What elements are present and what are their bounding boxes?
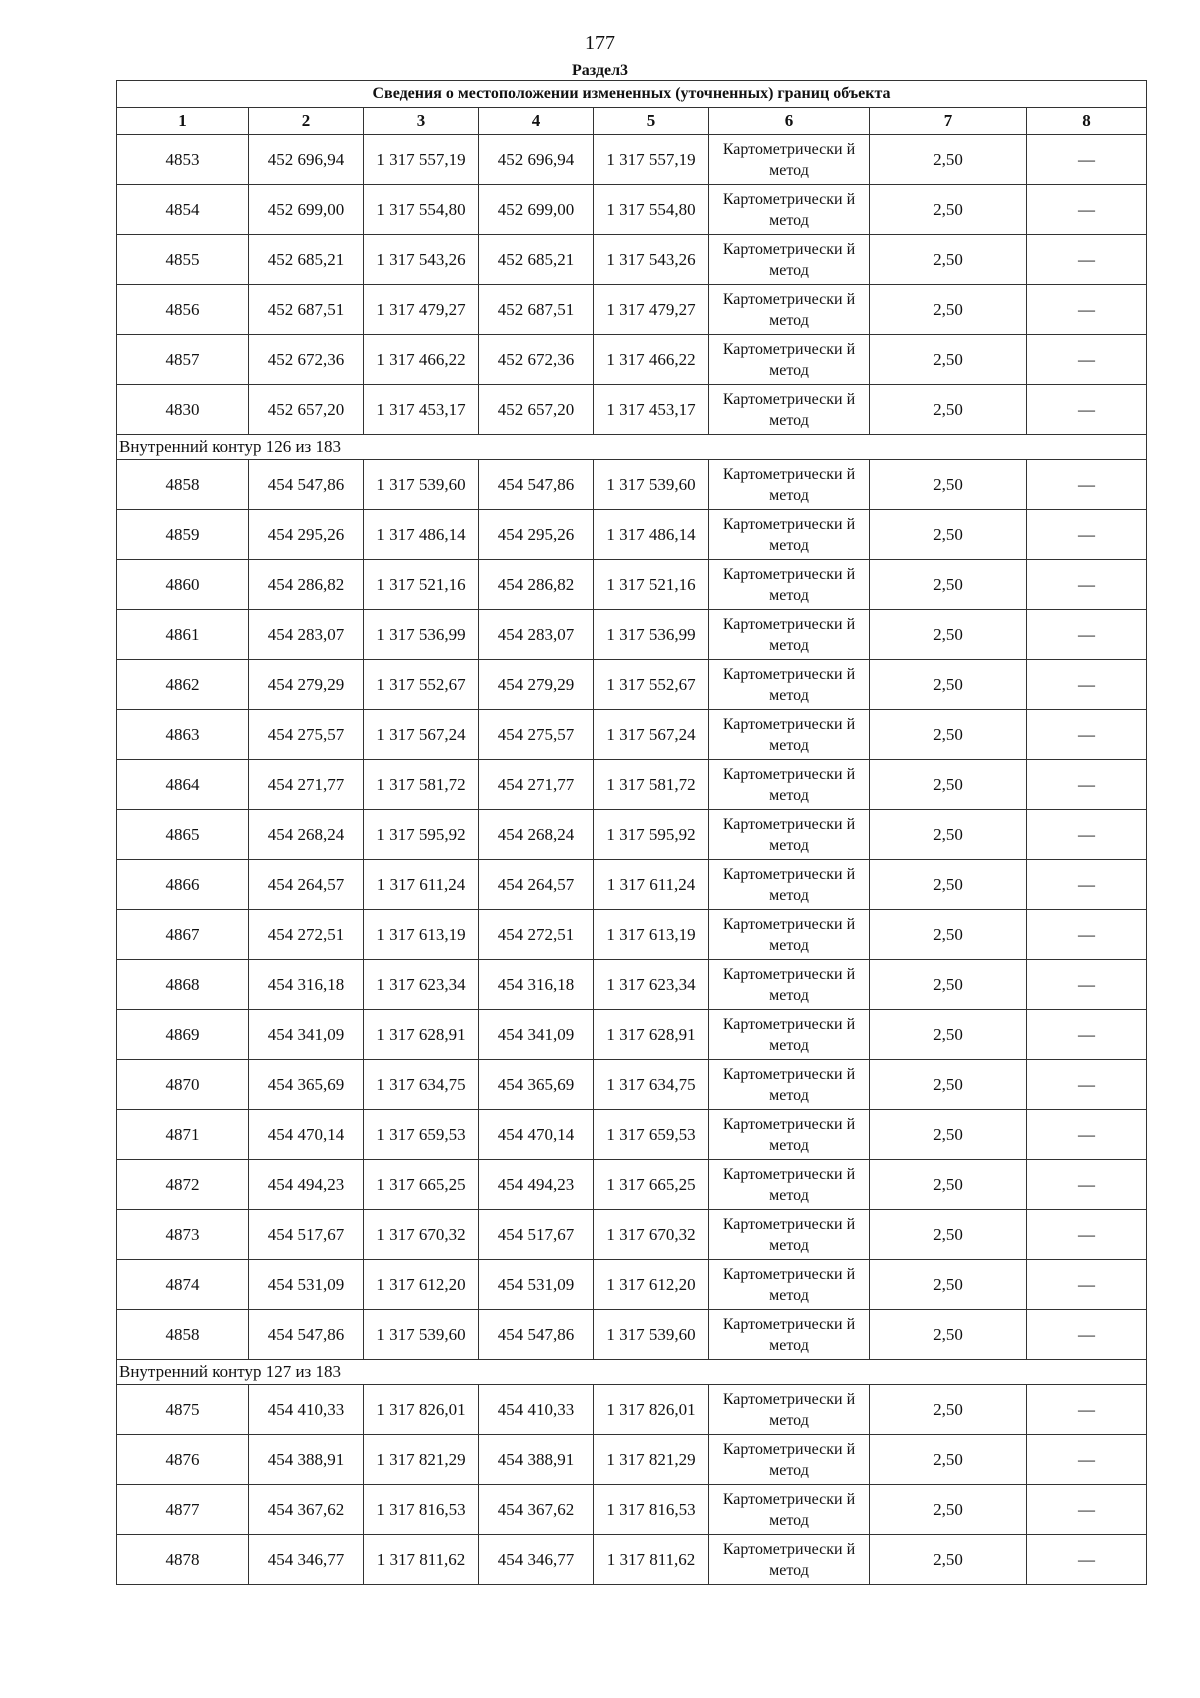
coordinate-cell: 1 317 536,99 xyxy=(364,610,479,660)
empty-dash-cell: — xyxy=(1027,810,1147,860)
coordinate-cell: 454 365,69 xyxy=(249,1060,364,1110)
coordinate-cell: 452 696,94 xyxy=(249,135,364,185)
page-number: 177 xyxy=(585,32,615,54)
point-number-cell: 4877 xyxy=(117,1485,249,1535)
coordinate-cell: 454 286,82 xyxy=(249,560,364,610)
empty-dash-cell: — xyxy=(1027,760,1147,810)
coordinate-cell: 454 388,91 xyxy=(479,1435,594,1485)
coordinate-cell: 1 317 623,34 xyxy=(364,960,479,1010)
coordinate-cell: 1 317 665,25 xyxy=(364,1160,479,1210)
coordinate-cell: 454 316,18 xyxy=(249,960,364,1010)
empty-dash-cell: — xyxy=(1027,1385,1147,1435)
empty-dash-cell: — xyxy=(1027,1210,1147,1260)
method-cell: Картометрически й метод xyxy=(709,235,870,285)
coordinate-cell: 454 271,77 xyxy=(479,760,594,810)
method-cell: Картометрически й метод xyxy=(709,385,870,435)
coordinate-cell: 1 317 613,19 xyxy=(364,910,479,960)
coordinate-cell: 452 699,00 xyxy=(479,185,594,235)
point-number-cell: 4856 xyxy=(117,285,249,335)
table-row xyxy=(117,1435,1147,1485)
coordinate-cell: 1 317 486,14 xyxy=(364,510,479,560)
coordinate-cell: 1 317 628,91 xyxy=(364,1010,479,1060)
coordinate-cell: 1 317 634,75 xyxy=(594,1060,709,1110)
point-number-cell: 4830 xyxy=(117,385,249,435)
coordinate-cell: 454 264,57 xyxy=(479,860,594,910)
coordinate-cell: 1 317 811,62 xyxy=(364,1535,479,1585)
coordinate-cell: 1 317 567,24 xyxy=(594,710,709,760)
coordinate-cell: 454 279,29 xyxy=(479,660,594,710)
point-number-cell: 4866 xyxy=(117,860,249,910)
method-cell: Картометрически й метод xyxy=(709,1160,870,1210)
point-number-cell: 4861 xyxy=(117,610,249,660)
table-row xyxy=(117,910,1147,960)
coordinate-cell: 1 317 581,72 xyxy=(594,760,709,810)
coordinate-cell: 454 388,91 xyxy=(249,1435,364,1485)
coordinate-cell: 452 657,20 xyxy=(479,385,594,435)
coordinate-cell: 1 317 665,25 xyxy=(594,1160,709,1210)
coordinate-cell: 1 317 479,27 xyxy=(594,285,709,335)
coordinate-cell: 454 264,57 xyxy=(249,860,364,910)
empty-dash-cell: — xyxy=(1027,335,1147,385)
coordinate-cell: 1 317 634,75 xyxy=(364,1060,479,1110)
table-row xyxy=(117,185,1147,235)
accuracy-cell: 2,50 xyxy=(870,1210,1027,1260)
coordinate-cell: 454 341,09 xyxy=(249,1010,364,1060)
table-row xyxy=(117,760,1147,810)
point-number-cell: 4872 xyxy=(117,1160,249,1210)
point-number-cell: 4862 xyxy=(117,660,249,710)
table-row xyxy=(117,1160,1147,1210)
table-row xyxy=(117,810,1147,860)
accuracy-cell: 2,50 xyxy=(870,135,1027,185)
method-cell: Картометрически й метод xyxy=(709,560,870,610)
table-row xyxy=(117,1385,1147,1435)
table-row xyxy=(117,1260,1147,1310)
coordinate-cell: 452 685,21 xyxy=(249,235,364,285)
coordinate-cell: 454 275,57 xyxy=(249,710,364,760)
method-cell: Картометрически й метод xyxy=(709,1110,870,1160)
coordinate-cell: 454 531,09 xyxy=(249,1260,364,1310)
coordinate-cell: 1 317 628,91 xyxy=(594,1010,709,1060)
column-number: 4 xyxy=(479,108,594,135)
section-title: Раздел3 xyxy=(571,62,629,79)
method-cell: Картометрически й метод xyxy=(709,810,870,860)
column-number: 5 xyxy=(594,108,709,135)
coordinate-cell: 1 317 659,53 xyxy=(594,1110,709,1160)
table-row xyxy=(117,385,1147,435)
empty-dash-cell: — xyxy=(1027,1260,1147,1310)
coordinate-cell: 454 295,26 xyxy=(249,510,364,560)
coordinate-cell: 454 531,09 xyxy=(479,1260,594,1310)
coordinate-cell: 1 317 581,72 xyxy=(364,760,479,810)
table-row xyxy=(117,1210,1147,1260)
method-cell: Картометрически й метод xyxy=(709,1060,870,1110)
accuracy-cell: 2,50 xyxy=(870,560,1027,610)
empty-dash-cell: — xyxy=(1027,660,1147,710)
table-row xyxy=(117,1310,1147,1360)
accuracy-cell: 2,50 xyxy=(870,460,1027,510)
table-row xyxy=(117,960,1147,1010)
coordinate-cell: 454 346,77 xyxy=(249,1535,364,1585)
table-row xyxy=(117,235,1147,285)
coordinate-cell: 454 365,69 xyxy=(479,1060,594,1110)
coordinate-cell: 454 279,29 xyxy=(249,660,364,710)
table-row xyxy=(117,1010,1147,1060)
coordinate-cell: 454 494,23 xyxy=(479,1160,594,1210)
table-row xyxy=(117,860,1147,910)
column-number: 1 xyxy=(117,108,249,135)
table-body xyxy=(117,135,1147,1585)
method-cell: Картометрически й метод xyxy=(709,860,870,910)
table-caption: Сведения о местоположении измененных (уточненных) границ объекта xyxy=(117,81,1147,108)
coordinate-cell: 454 547,86 xyxy=(249,1310,364,1360)
accuracy-cell: 2,50 xyxy=(870,1010,1027,1060)
method-cell: Картометрически й метод xyxy=(709,1310,870,1360)
point-number-cell: 4858 xyxy=(117,460,249,510)
column-number: 6 xyxy=(709,108,870,135)
empty-dash-cell: — xyxy=(1027,1010,1147,1060)
table-row xyxy=(117,1535,1147,1585)
accuracy-cell: 2,50 xyxy=(870,1485,1027,1535)
empty-dash-cell: — xyxy=(1027,510,1147,560)
method-cell: Картометрически й метод xyxy=(709,960,870,1010)
coordinate-cell: 454 410,33 xyxy=(479,1385,594,1435)
coordinate-cell: 1 317 536,99 xyxy=(594,610,709,660)
point-number-cell: 4859 xyxy=(117,510,249,560)
method-cell: Картометрически й метод xyxy=(709,1535,870,1585)
method-cell: Картометрически й метод xyxy=(709,460,870,510)
table-row xyxy=(117,1485,1147,1535)
coordinate-cell: 1 317 595,92 xyxy=(594,810,709,860)
coordinate-cell: 454 341,09 xyxy=(479,1010,594,1060)
coordinate-cell: 1 317 611,24 xyxy=(364,860,479,910)
method-cell: Картометрически й метод xyxy=(709,285,870,335)
coordinate-cell: 452 687,51 xyxy=(479,285,594,335)
point-number-cell: 4878 xyxy=(117,1535,249,1585)
accuracy-cell: 2,50 xyxy=(870,335,1027,385)
contour-label: Внутренний контур 127 из 183 xyxy=(117,1360,1147,1385)
coordinate-cell: 1 317 659,53 xyxy=(364,1110,479,1160)
coordinate-cell: 1 317 623,34 xyxy=(594,960,709,1010)
accuracy-cell: 2,50 xyxy=(870,510,1027,560)
empty-dash-cell: — xyxy=(1027,1535,1147,1585)
coordinate-cell: 452 672,36 xyxy=(249,335,364,385)
empty-dash-cell: — xyxy=(1027,960,1147,1010)
coordinate-cell: 1 317 816,53 xyxy=(594,1485,709,1535)
table-row xyxy=(117,510,1147,560)
coordinate-cell: 1 317 543,26 xyxy=(594,235,709,285)
method-cell: Картометрически й метод xyxy=(709,610,870,660)
method-cell: Картометрически й метод xyxy=(709,760,870,810)
empty-dash-cell: — xyxy=(1027,560,1147,610)
contour-label: Внутренний контур 126 из 183 xyxy=(117,435,1147,460)
coordinate-cell: 454 346,77 xyxy=(479,1535,594,1585)
coordinate-cell: 452 657,20 xyxy=(249,385,364,435)
coordinate-cell: 454 272,51 xyxy=(479,910,594,960)
coordinate-cell: 1 317 611,24 xyxy=(594,860,709,910)
coordinate-cell: 1 317 567,24 xyxy=(364,710,479,760)
point-number-cell: 4854 xyxy=(117,185,249,235)
method-cell: Картометрически й метод xyxy=(709,135,870,185)
coordinate-cell: 452 685,21 xyxy=(479,235,594,285)
coordinate-cell: 454 547,86 xyxy=(479,1310,594,1360)
coordinate-cell: 1 317 539,60 xyxy=(594,460,709,510)
coordinate-cell: 1 317 543,26 xyxy=(364,235,479,285)
point-number-cell: 4857 xyxy=(117,335,249,385)
coordinate-cell: 1 317 539,60 xyxy=(364,1310,479,1360)
coordinate-cell: 454 367,62 xyxy=(249,1485,364,1535)
point-number-cell: 4865 xyxy=(117,810,249,860)
coordinate-cell: 1 317 670,32 xyxy=(594,1210,709,1260)
empty-dash-cell: — xyxy=(1027,385,1147,435)
coordinate-cell: 454 367,62 xyxy=(479,1485,594,1535)
point-number-cell: 4874 xyxy=(117,1260,249,1310)
coordinate-cell: 1 317 554,80 xyxy=(364,185,479,235)
coordinate-cell: 454 271,77 xyxy=(249,760,364,810)
point-number-cell: 4853 xyxy=(117,135,249,185)
empty-dash-cell: — xyxy=(1027,135,1147,185)
coordinate-cell: 1 317 816,53 xyxy=(364,1485,479,1535)
accuracy-cell: 2,50 xyxy=(870,860,1027,910)
table-row xyxy=(117,285,1147,335)
coordinate-cell: 1 317 453,17 xyxy=(364,385,479,435)
point-number-cell: 4858 xyxy=(117,1310,249,1360)
method-cell: Картометрически й метод xyxy=(709,910,870,960)
empty-dash-cell: — xyxy=(1027,710,1147,760)
coordinate-cell: 1 317 486,14 xyxy=(594,510,709,560)
empty-dash-cell: — xyxy=(1027,1160,1147,1210)
coordinate-cell: 1 317 670,32 xyxy=(364,1210,479,1260)
point-number-cell: 4868 xyxy=(117,960,249,1010)
accuracy-cell: 2,50 xyxy=(870,1110,1027,1160)
point-number-cell: 4867 xyxy=(117,910,249,960)
coordinate-cell: 1 317 613,19 xyxy=(594,910,709,960)
column-number-row xyxy=(117,108,1147,135)
empty-dash-cell: — xyxy=(1027,860,1147,910)
method-cell: Картометрически й метод xyxy=(709,710,870,760)
column-number: 3 xyxy=(364,108,479,135)
table-row xyxy=(117,560,1147,610)
coordinate-cell: 1 317 826,01 xyxy=(364,1385,479,1435)
coordinate-cell: 1 317 821,29 xyxy=(364,1435,479,1485)
method-cell: Картометрически й метод xyxy=(709,1485,870,1535)
accuracy-cell: 2,50 xyxy=(870,1535,1027,1585)
coordinate-cell: 454 283,07 xyxy=(249,610,364,660)
point-number-cell: 4855 xyxy=(117,235,249,285)
accuracy-cell: 2,50 xyxy=(870,760,1027,810)
coordinate-cell: 1 317 552,67 xyxy=(364,660,479,710)
point-number-cell: 4871 xyxy=(117,1110,249,1160)
empty-dash-cell: — xyxy=(1027,235,1147,285)
method-cell: Картометрически й метод xyxy=(709,1010,870,1060)
accuracy-cell: 2,50 xyxy=(870,235,1027,285)
method-cell: Картометрически й метод xyxy=(709,660,870,710)
accuracy-cell: 2,50 xyxy=(870,710,1027,760)
point-number-cell: 4870 xyxy=(117,1060,249,1110)
coordinate-cell: 1 317 554,80 xyxy=(594,185,709,235)
empty-dash-cell: — xyxy=(1027,910,1147,960)
method-cell: Картометрически й метод xyxy=(709,1435,870,1485)
accuracy-cell: 2,50 xyxy=(870,960,1027,1010)
coordinate-cell: 1 317 521,16 xyxy=(594,560,709,610)
point-number-cell: 4875 xyxy=(117,1385,249,1435)
coordinate-cell: 1 317 466,22 xyxy=(594,335,709,385)
coordinate-cell: 452 687,51 xyxy=(249,285,364,335)
coordinate-cell: 454 272,51 xyxy=(249,910,364,960)
coordinate-cell: 1 317 539,60 xyxy=(364,460,479,510)
coordinate-cell: 452 672,36 xyxy=(479,335,594,385)
contour-heading-row xyxy=(117,1360,1147,1385)
point-number-cell: 4863 xyxy=(117,710,249,760)
table-row xyxy=(117,1110,1147,1160)
coordinate-cell: 1 317 557,19 xyxy=(594,135,709,185)
coordinate-cell: 1 317 539,60 xyxy=(594,1310,709,1360)
accuracy-cell: 2,50 xyxy=(870,385,1027,435)
coordinate-cell: 1 317 453,17 xyxy=(594,385,709,435)
method-cell: Картометрически й метод xyxy=(709,1210,870,1260)
point-number-cell: 4860 xyxy=(117,560,249,610)
accuracy-cell: 2,50 xyxy=(870,1385,1027,1435)
table-row xyxy=(117,335,1147,385)
coordinate-cell: 454 283,07 xyxy=(479,610,594,660)
coordinate-cell: 1 317 479,27 xyxy=(364,285,479,335)
coordinate-cell: 454 517,67 xyxy=(249,1210,364,1260)
empty-dash-cell: — xyxy=(1027,1110,1147,1160)
point-number-cell: 4869 xyxy=(117,1010,249,1060)
empty-dash-cell: — xyxy=(1027,1060,1147,1110)
table-row xyxy=(117,610,1147,660)
coordinate-cell: 1 317 811,62 xyxy=(594,1535,709,1585)
coordinate-cell: 1 317 466,22 xyxy=(364,335,479,385)
coordinate-cell: 1 317 595,92 xyxy=(364,810,479,860)
boundary-table xyxy=(116,80,1147,1585)
table-row xyxy=(117,460,1147,510)
coordinate-cell: 454 470,14 xyxy=(249,1110,364,1160)
accuracy-cell: 2,50 xyxy=(870,910,1027,960)
coordinate-cell: 452 696,94 xyxy=(479,135,594,185)
empty-dash-cell: — xyxy=(1027,285,1147,335)
coordinate-cell: 454 268,24 xyxy=(249,810,364,860)
coordinate-cell: 1 317 821,29 xyxy=(594,1435,709,1485)
table-row xyxy=(117,660,1147,710)
empty-dash-cell: — xyxy=(1027,610,1147,660)
point-number-cell: 4864 xyxy=(117,760,249,810)
coordinate-cell: 454 470,14 xyxy=(479,1110,594,1160)
method-cell: Картометрически й метод xyxy=(709,1260,870,1310)
coordinate-cell: 454 268,24 xyxy=(479,810,594,860)
coordinate-cell: 1 317 521,16 xyxy=(364,560,479,610)
method-cell: Картометрически й метод xyxy=(709,335,870,385)
coordinate-cell: 454 547,86 xyxy=(249,460,364,510)
coordinate-cell: 454 410,33 xyxy=(249,1385,364,1435)
contour-heading-row xyxy=(117,435,1147,460)
coordinate-cell: 454 275,57 xyxy=(479,710,594,760)
empty-dash-cell: — xyxy=(1027,185,1147,235)
coordinate-cell: 454 494,23 xyxy=(249,1160,364,1210)
coordinate-cell: 1 317 826,01 xyxy=(594,1385,709,1435)
accuracy-cell: 2,50 xyxy=(870,1435,1027,1485)
coordinate-cell: 454 295,26 xyxy=(479,510,594,560)
point-number-cell: 4876 xyxy=(117,1435,249,1485)
coordinate-cell: 452 699,00 xyxy=(249,185,364,235)
table-row xyxy=(117,710,1147,760)
accuracy-cell: 2,50 xyxy=(870,1060,1027,1110)
method-cell: Картометрически й метод xyxy=(709,1385,870,1435)
method-cell: Картометрически й метод xyxy=(709,185,870,235)
table-row xyxy=(117,135,1147,185)
accuracy-cell: 2,50 xyxy=(870,185,1027,235)
column-number: 8 xyxy=(1027,108,1147,135)
accuracy-cell: 2,50 xyxy=(870,285,1027,335)
empty-dash-cell: — xyxy=(1027,1310,1147,1360)
empty-dash-cell: — xyxy=(1027,1435,1147,1485)
accuracy-cell: 2,50 xyxy=(870,660,1027,710)
accuracy-cell: 2,50 xyxy=(870,810,1027,860)
method-cell: Картометрически й метод xyxy=(709,510,870,560)
coordinate-cell: 1 317 612,20 xyxy=(594,1260,709,1310)
coordinate-cell: 454 316,18 xyxy=(479,960,594,1010)
accuracy-cell: 2,50 xyxy=(870,1310,1027,1360)
coordinate-cell: 1 317 552,67 xyxy=(594,660,709,710)
point-number-cell: 4873 xyxy=(117,1210,249,1260)
table-row xyxy=(117,1060,1147,1110)
coordinate-cell: 454 286,82 xyxy=(479,560,594,610)
accuracy-cell: 2,50 xyxy=(870,610,1027,660)
coordinate-cell: 1 317 612,20 xyxy=(364,1260,479,1310)
column-number: 2 xyxy=(249,108,364,135)
empty-dash-cell: — xyxy=(1027,460,1147,510)
accuracy-cell: 2,50 xyxy=(870,1260,1027,1310)
column-number: 7 xyxy=(870,108,1027,135)
accuracy-cell: 2,50 xyxy=(870,1160,1027,1210)
empty-dash-cell: — xyxy=(1027,1485,1147,1535)
coordinate-cell: 454 547,86 xyxy=(479,460,594,510)
coordinate-cell: 1 317 557,19 xyxy=(364,135,479,185)
coordinate-cell: 454 517,67 xyxy=(479,1210,594,1260)
